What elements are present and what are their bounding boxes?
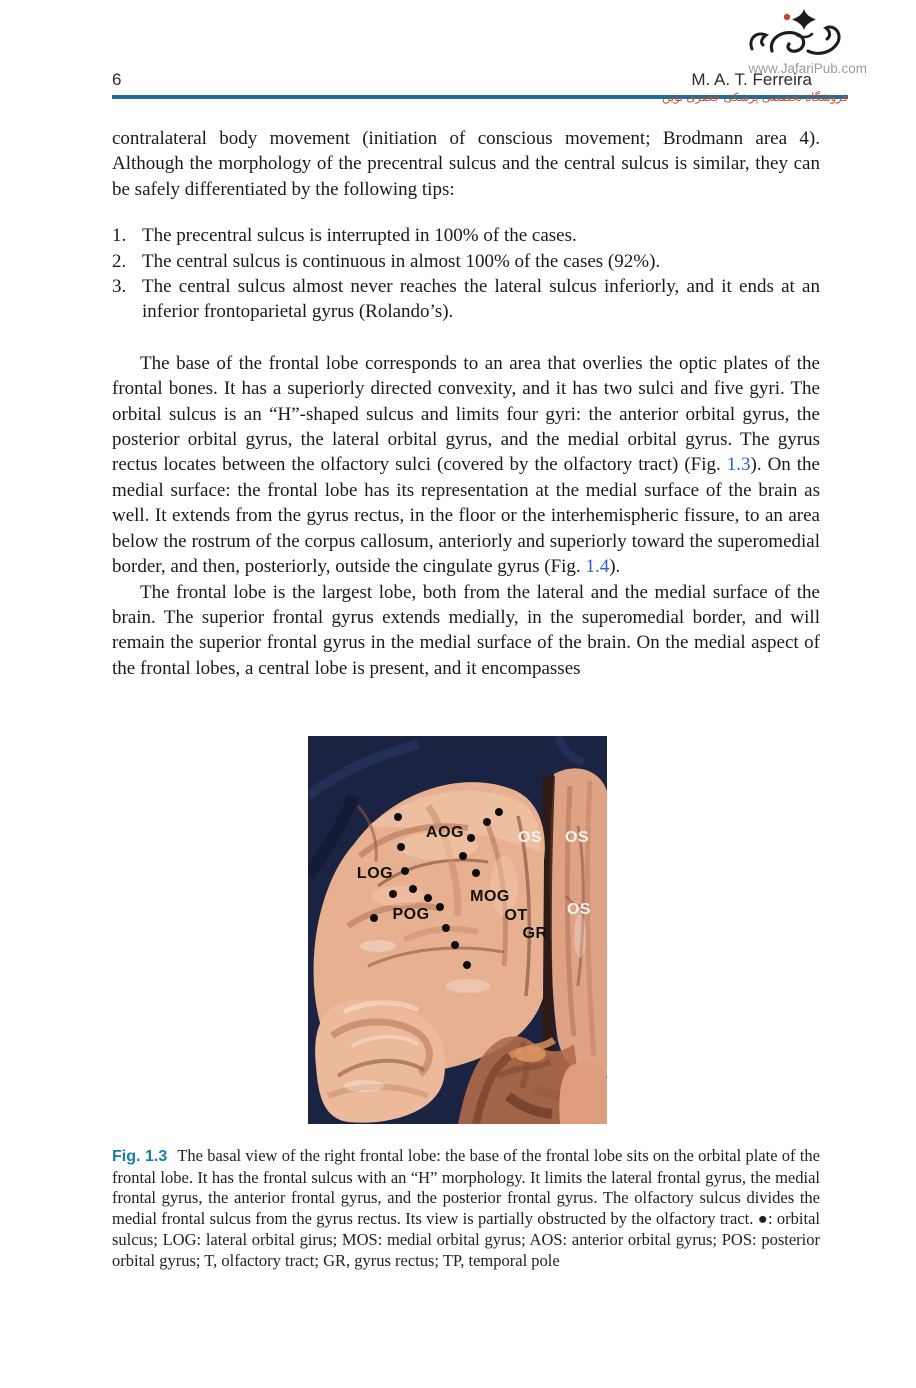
figure-caption-label: Fig. 1.3 [112, 1148, 168, 1165]
figure-ref-1-4[interactable]: 1.4 [585, 556, 610, 578]
orbital-sulcus-dot [451, 941, 459, 949]
orbital-sulcus-dot [424, 894, 432, 902]
figure-caption [112, 1146, 820, 1271]
paragraph-1: contralateral body movement (initiation of conscious movement; Brodmann area 4). Although the morphology of the precentral sulcus and the central sulcus is similar, they can be safely differentiated by the following tips: [112, 128, 820, 200]
page-number: 6 [112, 70, 122, 89]
orbital-sulcus-dot [442, 924, 450, 932]
figure-label-aog: AOG [426, 824, 464, 841]
figure-caption-text: The basal view of the right frontal lobe: the base of the frontal lobe sits on the orbital plate of the frontal lobe. It has the frontal sulcus with an “H” morphology. It limits the lateral frontal gyrus, the medial frontal gyrus, the anterior frontal gyrus, and the posterior frontal gyrus. The olfactory sulcus divides the medial frontal sulcus from the gyrus rectus. Its view is partially obstructed by the olfactory tract. ●: orbital sulcus; LOG: lateral orbital girus; MOS: medial orbital gyrus; AOS: anterior orbital gyrus; POS: posterior orbital gyrus; T, olfactory tract; GR, gyrus rectus; TP, temporal pole [112, 1146, 820, 1270]
figure-label-os: OS [517, 829, 543, 846]
orbital-sulcus-dot [397, 843, 405, 851]
publisher-logo-icon [742, 6, 852, 62]
watermark-persian-text: فروشگاه تخصصی پزشکی جعفری نوین [662, 92, 848, 104]
orbital-sulcus-dot [409, 885, 417, 893]
paragraph-3: The frontal lobe is the largest lobe, both from the lateral and the medial surface of the brain. The superior frontal gyrus extends medially, in the superomedial border, and will remain the superior frontal gyrus in the medial surface of the brain. On the medial aspect of the frontal lobes, a central lobe is present, and it encompasses [112, 581, 820, 679]
orbital-sulcus-dot [394, 813, 402, 821]
orbital-sulcus-dot [467, 834, 475, 842]
numbered-list [112, 223, 820, 325]
orbital-sulcus-dot [483, 818, 491, 826]
paragraph-2-text: ). [609, 556, 621, 578]
list-item [112, 223, 820, 248]
orbital-sulcus-dot [472, 869, 480, 877]
orbital-sulcus-dot [389, 890, 397, 898]
list-item [112, 274, 820, 325]
list-item-text: The central sulcus is continuous in almost 100% of the cases (92%). [142, 250, 661, 272]
orbital-sulcus-dot [401, 867, 409, 875]
figure-1-3-photo [308, 736, 607, 1124]
paragraph-2 [112, 351, 820, 580]
list-item-number: 2. [112, 250, 127, 272]
orbital-sulcus-dot [459, 852, 467, 860]
figure-label-ot: OT [504, 907, 528, 924]
paragraph-2-text: The base of the frontal lobe corresponds to an area that overlies the optic plates of the frontal bones. It has a superiorly directed convexity, and it has two sulci and five gyri. The orbital sulcus is an “H”-shaped sulcus and limits four gyri: the anterior orbital gyrus, the posterior orbital gyrus, the lateral orbital gyrus, and the medial orbital gyrus. The gyrus rectus locates between the olfactory sulci (covered by the olfactory tract) (Fig. [112, 352, 820, 476]
list-item [112, 249, 820, 274]
orbital-sulcus-dot [463, 961, 471, 969]
list-item-number: 3. [112, 276, 127, 298]
list-item-number: 1. [112, 225, 127, 247]
figure-label-log: LOG [356, 865, 394, 882]
running-head-author: M. A. T. Ferreira [691, 70, 812, 89]
figure-label-pog: POG [392, 906, 430, 923]
body-text-block [112, 126, 820, 681]
paragraph-2-text: ). On the medial surface: the frontal lobe has its representation at the medial surface of the brain as well. It extends from the gyrus rectus, in the floor or the interhemispheric fissure, to an area below the rostrum of the corpus callosum, anteriorly and superiorly toward the superomedial border, and then, posteriorly, outside the cingulate gyrus (Fig. [112, 454, 820, 578]
orbital-sulcus-dot [495, 808, 503, 816]
figure-ref-1-3[interactable]: 1.3 [726, 454, 751, 476]
list-item-text: The precentral sulcus is interrupted in 100% of the cases. [142, 225, 577, 247]
orbital-sulcus-dot [436, 903, 444, 911]
list-item-text: The central sulcus almost never reaches the lateral sulcus inferiorly, and it ends at an inferior frontoparietal gyrus (Rolando’s). [142, 276, 820, 323]
orbital-sulcus-dot [370, 914, 378, 922]
figure-label-os: OS [566, 901, 592, 918]
figure-label-mog: MOG [470, 888, 510, 905]
figure-label-gr: GR [522, 925, 548, 942]
figure-label-os: OS [564, 829, 590, 846]
figure-overlay [308, 736, 607, 1124]
watermark-url: www.JafariPub.com [748, 61, 867, 76]
